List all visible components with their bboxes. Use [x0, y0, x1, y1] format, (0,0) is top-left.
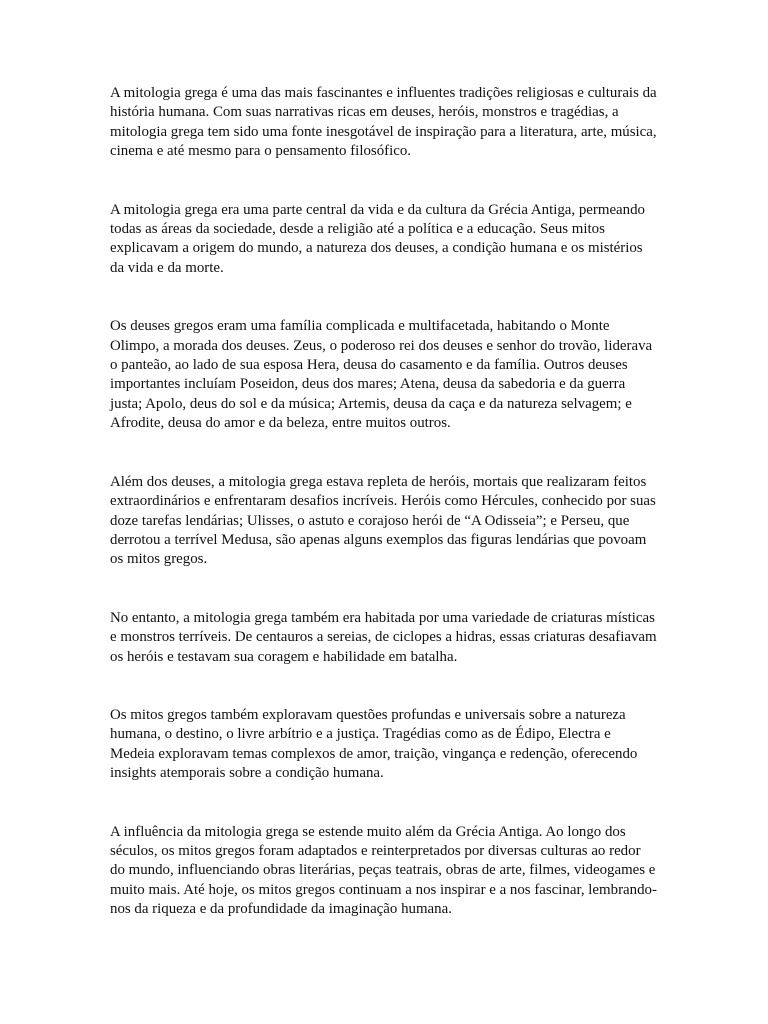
paragraph-heroes: Além dos deuses, a mitologia grega estava repleta de heróis, mortais que realizaram feitos extraordinários e enfrentaram desafios incríveis. Heróis como Hércules, conhecido por suas doze tarefas lendárias; Ulisses, o astuto e corajoso herói de “A Odisseia”; e Perseu, que derrotou a terrível Medusa, são apenas alguns exemplos das figuras lendárias que povoam os mitos gregos.: [110, 473, 656, 568]
paragraph-influence: A influência da mitologia grega se estende muito além da Grécia Antiga. Ao longo dos séculos, os mitos gregos foram adaptados e reinterpretados por diversas culturas ao redor do mundo, influenciando obras literárias, peças teatrais, obras de arte, filmes, videogames e muito mais. Até hoje, os mitos gregos continuam a nos inspirar e a nos fascinar, lembrando-nos da riqueza e da profundidade da imaginação humana.: [110, 823, 657, 918]
paragraph-central-role: A mitologia grega era uma parte central da vida e da cultura da Grécia Antiga, permeando todas as áreas da sociedade, desde a religião até a política e a educação. Seus mitos explicavam a origem do mundo, a natureza dos deuses, a condição humana e os mistérios da vida e da morte.: [110, 201, 646, 276]
paragraph-creatures: No entanto, a mitologia grega também era habitada por uma variedade de criaturas místicas e monstros terríveis. De centauros a sereias, de ciclopes a hidras, essas criaturas desafiavam os heróis e testavam sua coragem e habilidade em batalha.: [110, 609, 657, 665]
paragraph-intro: A mitologia grega é uma das mais fascinantes e influentes tradições religiosas e culturais da história humana. Com suas narrativas ricas em deuses, heróis, monstros e tragédias, a mitologia grega tem sido uma fonte inesgotável de inspiração para a literatura, arte, música, cinema e até mesmo para o pensamento filosófico.: [110, 85, 657, 160]
paragraph-gods: Os deuses gregos eram uma família complicada e multifacetada, habitando o Monte Olimpo, a morada dos deuses. Zeus, o poderoso rei dos deuses e senhor do trovão, liderava o panteão, ao lado de sua esposa Hera, deusa do casamento e da família. Outros deuses importantes incluíam Poseidon, deus dos mares; Atena, deusa da sabedoria e da guerra justa; Apolo, deus do sol e da música; Artemis, deusa da caça e da natureza selvagem; e Afrodite, deusa do amor e da beleza, entre muitos outros.: [110, 318, 653, 432]
document-body: [110, 84, 658, 920]
paragraph-themes: Os mitos gregos também exploravam questões profundas e universais sobre a natureza humana, o destino, o livre arbítrio e a justiça. Tragédias como as de Édipo, Electra e Medeia exploravam temas complexos de amor, traição, vingança e redenção, oferecendo insights atemporais sobre a condição humana.: [110, 706, 638, 782]
